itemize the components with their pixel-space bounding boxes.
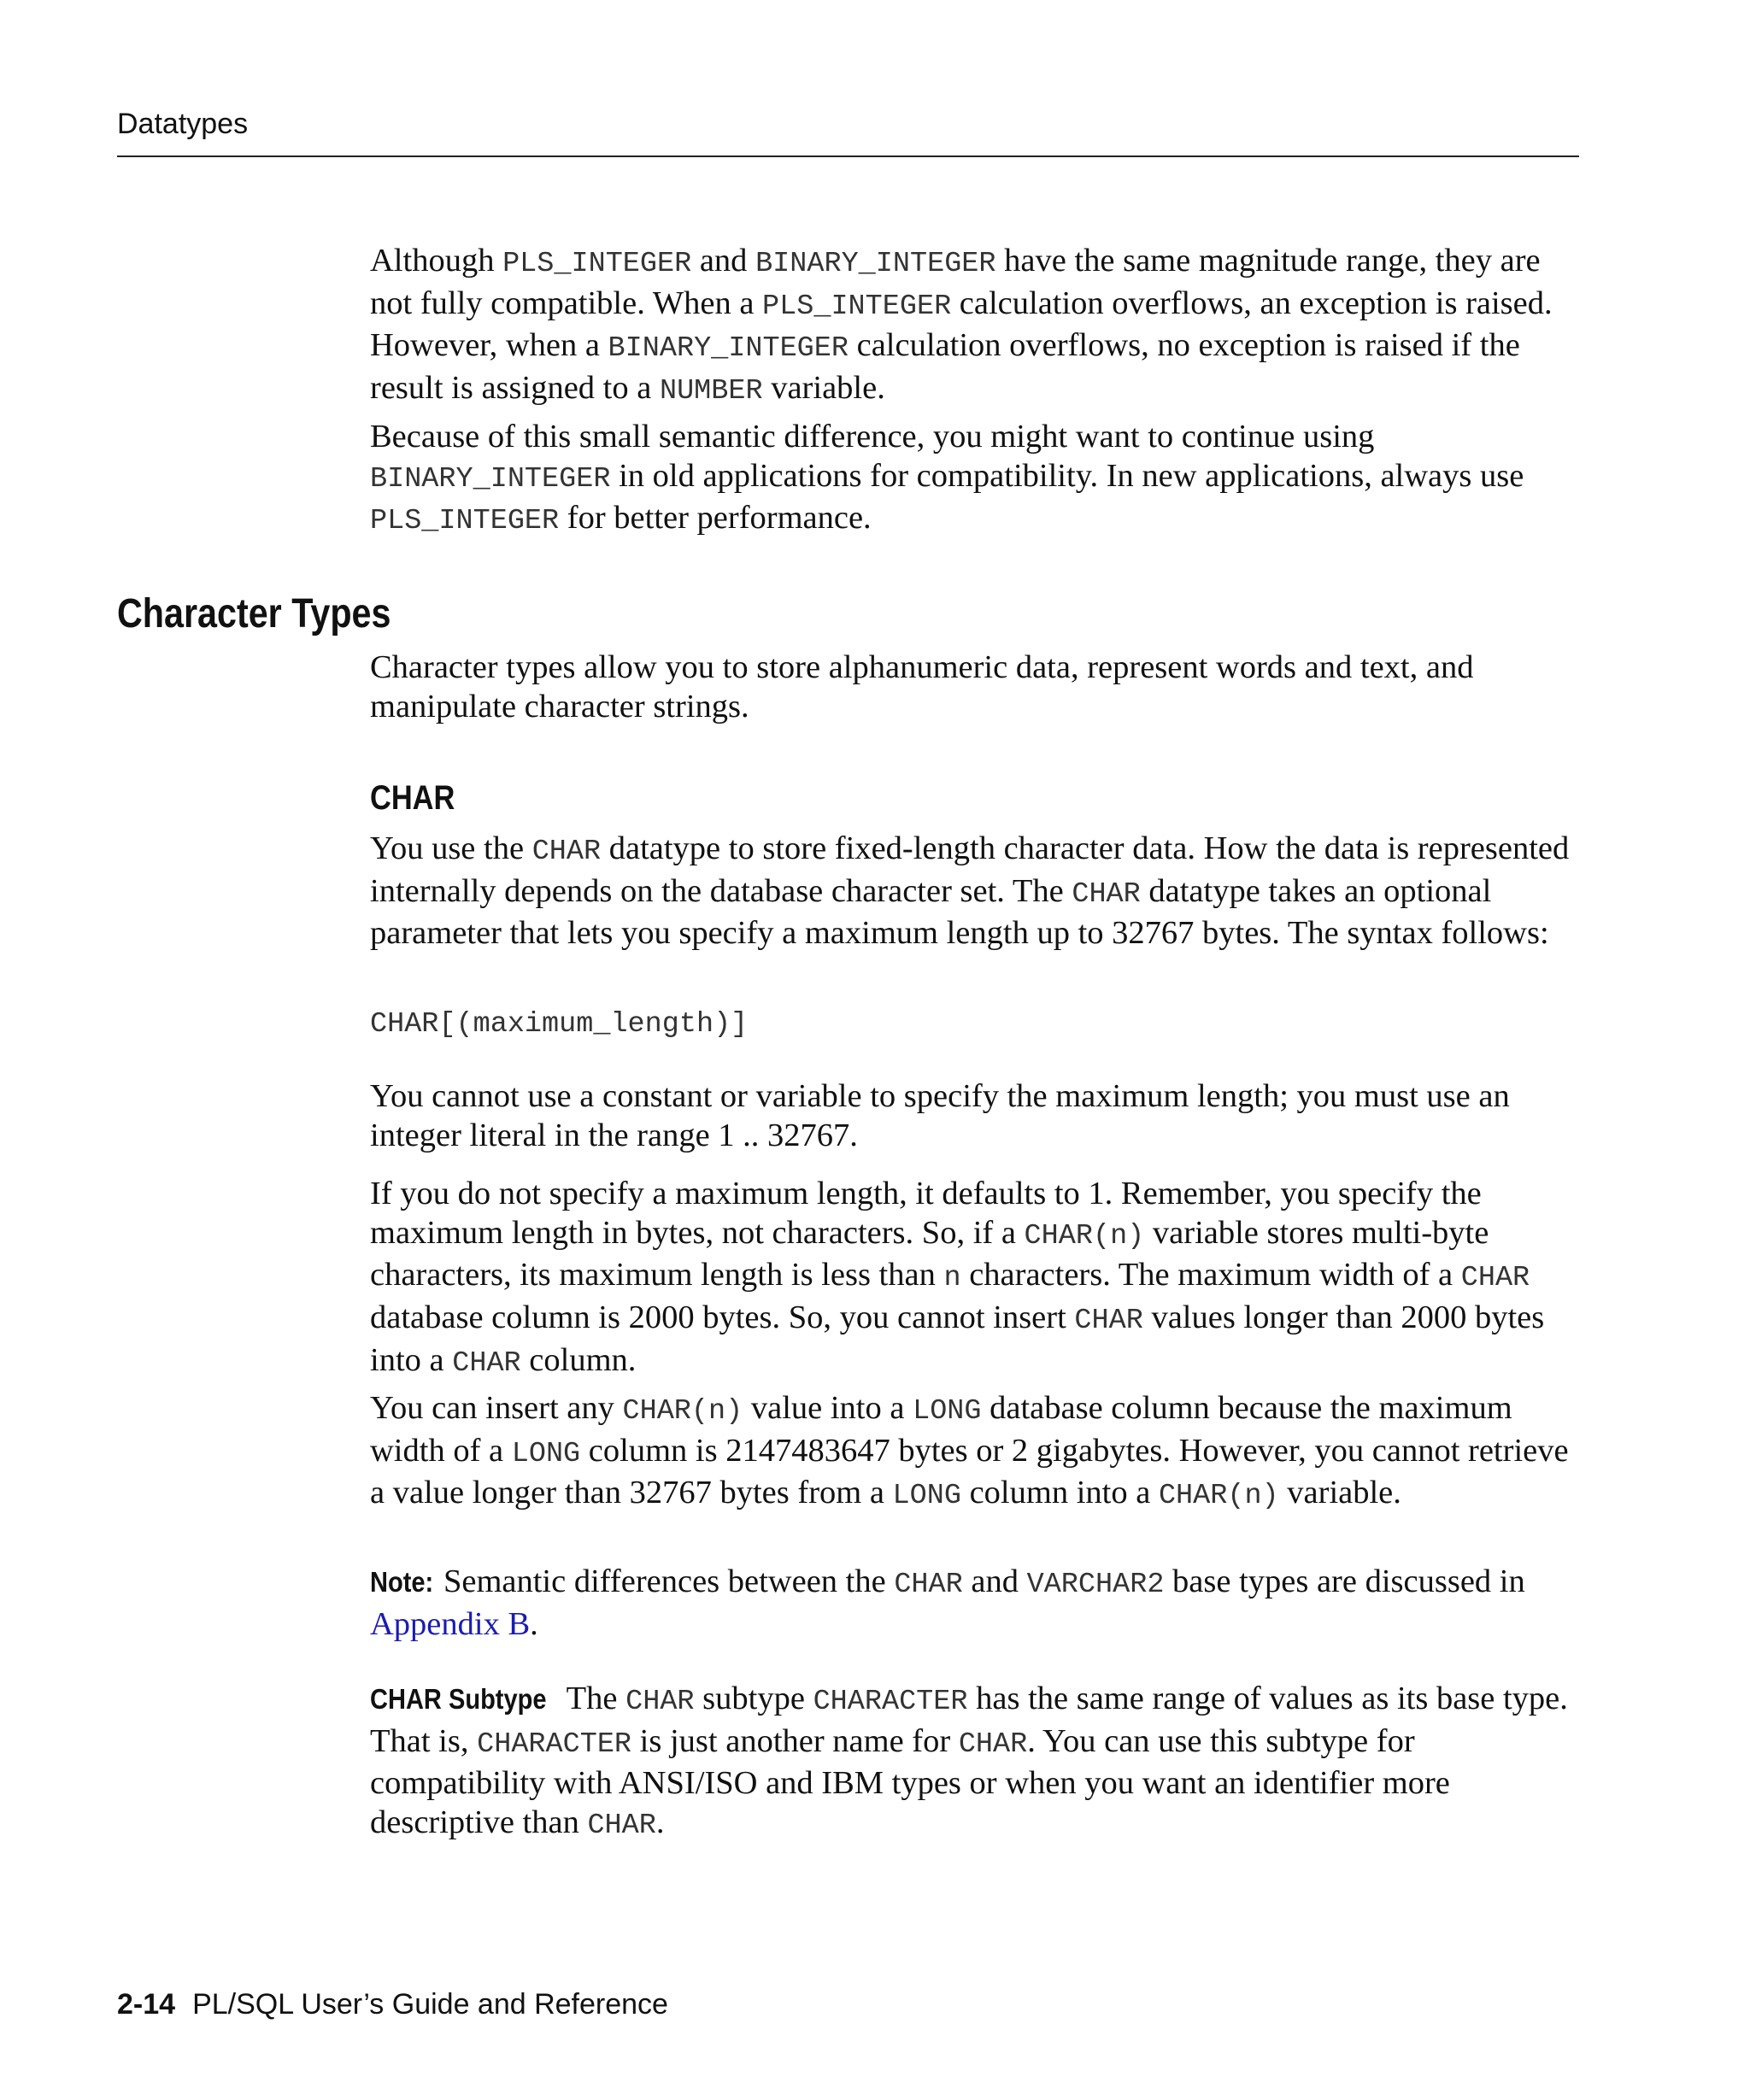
note-paragraph: Note: Semantic differences between the CHAR and VARCHAR2 base types are discussed in Appendix B. [370, 1563, 1525, 1642]
paragraph-default-length: If you do not specify a maximum length, it defaults to 1. Remember, you specify the maximum length in bytes, not characters. So, if a CHAR(n) variable stores multi-byte characters, its maximum length is less than n characters. The maximum width of a CHAR database column is 2000 bytes. So, you cannot insert CHAR values longer than 2000 bytes into a CHAR column. [370, 1176, 1545, 1380]
paragraph-char-datatype: You use the CHAR datatype to store fixed-length character data. How the data is represented internally depends on the database character set. The CHAR datatype takes an optional parameter that lets you specify a maximum length up to 32767 bytes. The syntax follows: [370, 830, 1570, 952]
note-label: Note: [370, 1566, 434, 1598]
paragraph-semantic-difference: Because of this small semantic difference, you might want to continue using BINARY_INTEGER in old applications for compatibility. In new applications, always use PLS_INTEGER for better performance. [370, 419, 1524, 538]
page-number: 2-14 [117, 1988, 176, 2021]
paragraph-char-subtype: CHAR Subtype The CHAR subtype CHARACTER has the same range of values as its base type. That is, CHARACTER is just another name for CHAR. You can use this subtype for compatibility with ANSI/ISO and IBM types or when you want an identifier more descriptive than CHAR. [370, 1681, 1568, 1843]
paragraph-character-types-intro: Character types allow you to store alphanumeric data, represent words and text, and manipulate character strings. [370, 649, 1474, 724]
char-subtype-label: CHAR Subtype [370, 1683, 547, 1715]
paragraph-pls-integer-compat: Although PLS_INTEGER and BINARY_INTEGER have the same magnitude range, they are not fully compatible. When a PLS_INTEGER calculation overflows, an exception is raised. However, when a BINARY_INTEGER calculation overflows, no exception is raised if the result is assigned to a NUMBER variable. [370, 243, 1553, 408]
header-rule [117, 155, 1579, 157]
appendix-b-link[interactable]: Appendix B [370, 1605, 531, 1642]
paragraph-maximum-length-literal: You cannot use a constant or variable to specify the maximum length; you must use an integer literal in the range 1 .. 32767. [370, 1078, 1510, 1153]
page-footer [117, 1988, 668, 2021]
running-header: Datatypes [117, 108, 249, 140]
paragraph-long-column: You can insert any CHAR(n) value into a LONG database column because the maximum width of a LONG column is 2147483647 bytes or 2 gigabytes. However, you cannot retrieve a value longer than 32767 bytes from a LONG column into a CHAR(n) variable. [370, 1390, 1569, 1513]
section-heading: Character Types [117, 591, 391, 636]
syntax-code: CHAR[(maximum_length)] [370, 1008, 749, 1041]
subsection-heading: CHAR [370, 779, 455, 817]
book-title: PL/SQL User’s Guide and Reference [192, 1988, 668, 2021]
